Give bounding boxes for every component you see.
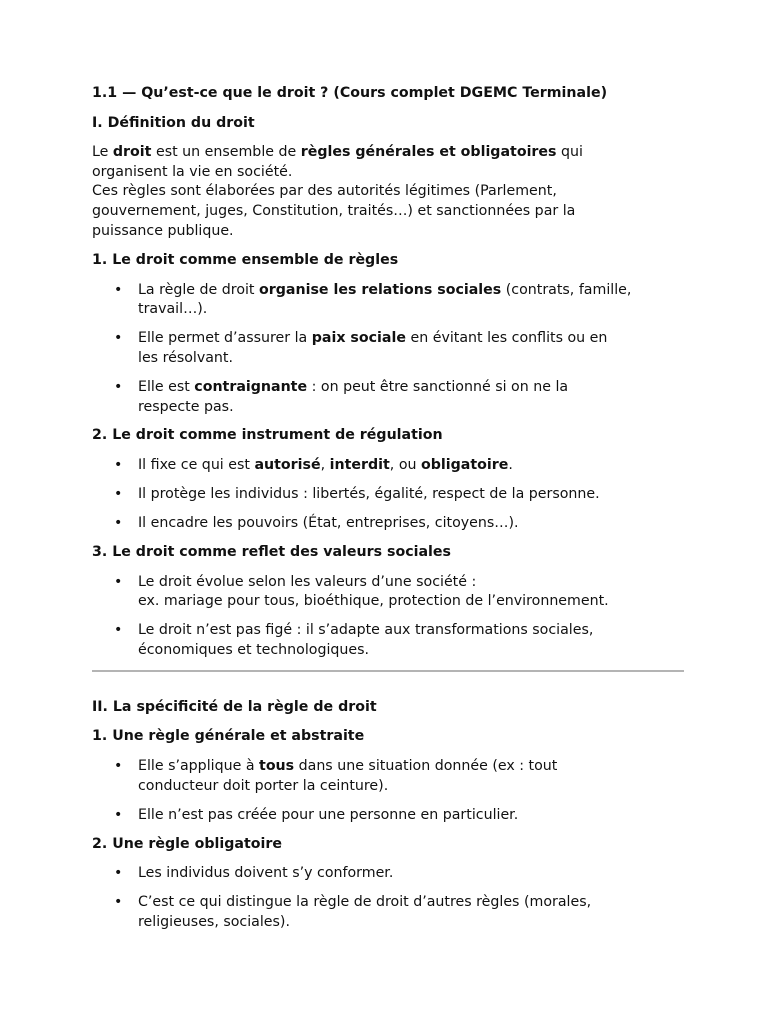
bullet-list-generale-abstraite bbox=[92, 757, 684, 825]
list-item bbox=[92, 378, 684, 417]
text-run: (contrats, famille, bbox=[501, 281, 632, 298]
text-run: dans une situation donnée (ex : tout bbox=[294, 757, 558, 774]
text-run: économiques et technologiques. bbox=[138, 641, 370, 658]
text-run: , bbox=[320, 457, 330, 474]
bullet-icon: • bbox=[114, 457, 123, 474]
list-item bbox=[92, 281, 684, 320]
text-run: Il protège les individus : libertés, égalité, respect de la personne. bbox=[138, 486, 600, 503]
bullet-icon: • bbox=[114, 330, 123, 347]
text-run: est un ensemble de bbox=[151, 144, 301, 161]
bullet-icon: • bbox=[114, 515, 123, 532]
bullet-icon: • bbox=[114, 806, 123, 823]
bold-term: organise les relations sociales bbox=[259, 281, 502, 298]
bold-term: paix sociale bbox=[311, 330, 406, 347]
bullet-list-obligatoire bbox=[92, 864, 684, 932]
section-divider bbox=[92, 670, 684, 672]
text-run: travail…). bbox=[138, 301, 208, 318]
text-run: Le droit n’est pas figé : il s’adapte aux transformations sociales, bbox=[138, 622, 594, 639]
text-run: ex. mariage pour tous, bioéthique, protection de l’environnement. bbox=[138, 593, 609, 610]
subsection-heading-ensemble-regles: 1. Le droit comme ensemble de règles bbox=[92, 252, 399, 269]
list-item bbox=[92, 456, 684, 476]
text-run: Le bbox=[92, 144, 113, 161]
text-run: respecte pas. bbox=[138, 398, 234, 415]
bullet-icon: • bbox=[114, 622, 123, 639]
bold-term: interdit bbox=[329, 457, 390, 474]
subsection-heading-obligatoire: 2. Une règle obligatoire bbox=[92, 835, 282, 852]
intro-line-1 bbox=[92, 143, 684, 163]
text-run: les résolvant. bbox=[138, 349, 233, 366]
bold-term: obligatoire bbox=[421, 457, 509, 474]
subsection-heading-regulation: 2. Le droit comme instrument de régulation bbox=[92, 427, 443, 444]
document-page bbox=[92, 84, 684, 942]
bullet-list-ensemble-regles bbox=[92, 281, 684, 417]
list-item bbox=[92, 806, 684, 826]
list-item bbox=[92, 621, 684, 660]
document-title: 1.1 — Qu’est-ce que le droit ? (Cours complet DGEMC Terminale) bbox=[92, 85, 608, 101]
text-run: Les individus doivent s’y conformer. bbox=[138, 865, 394, 882]
list-item bbox=[92, 485, 684, 505]
list-item bbox=[92, 573, 684, 612]
bullet-icon: • bbox=[114, 486, 123, 503]
bold-term: contraignante bbox=[194, 378, 308, 395]
text-run: Elle s’applique à bbox=[138, 757, 260, 774]
intro-line-2: organisent la vie en société. bbox=[92, 163, 293, 180]
text-run: Elle est bbox=[138, 378, 195, 395]
text-run: Elle permet d’assurer la bbox=[138, 330, 312, 347]
text-run: qui bbox=[556, 144, 583, 161]
bold-term: règles générales et obligatoires bbox=[300, 144, 557, 161]
bullet-icon: • bbox=[114, 894, 123, 911]
intro-paragraph bbox=[92, 143, 684, 241]
intro-line-5: puissance publique. bbox=[92, 222, 234, 239]
bold-term: droit bbox=[112, 144, 152, 161]
bullet-icon: • bbox=[114, 573, 123, 590]
text-run: , ou bbox=[389, 457, 421, 474]
subsection-heading-generale-abstraite: 1. Une règle générale et abstraite bbox=[92, 728, 365, 745]
text-run: La règle de droit bbox=[138, 281, 260, 298]
list-item bbox=[92, 864, 684, 884]
list-item bbox=[92, 893, 684, 932]
subsection-heading-valeurs-sociales: 3. Le droit comme reflet des valeurs sociales bbox=[92, 544, 451, 561]
section-heading-definition: I. Définition du droit bbox=[92, 114, 255, 131]
text-run: Il encadre les pouvoirs (État, entreprises, citoyens…). bbox=[138, 515, 519, 532]
text-run: religieuses, sociales). bbox=[138, 913, 290, 930]
text-run: Le droit évolue selon les valeurs d’une société : bbox=[138, 573, 477, 590]
bold-term: autorisé bbox=[254, 457, 321, 474]
bullet-list-regulation bbox=[92, 456, 684, 534]
bullet-icon: • bbox=[114, 865, 123, 882]
bullet-icon: • bbox=[114, 378, 123, 395]
text-run: Elle n’est pas créée pour une personne en particulier. bbox=[138, 806, 519, 823]
section-heading-specificite: II. La spécificité de la règle de droit bbox=[92, 698, 377, 715]
list-item bbox=[92, 329, 684, 368]
text-run: . bbox=[508, 457, 513, 474]
bullet-icon: • bbox=[114, 757, 123, 774]
intro-line-3: Ces règles sont élaborées par des autorités légitimes (Parlement, bbox=[92, 183, 557, 200]
intro-line-4: gouvernement, juges, Constitution, traités…) et sanctionnées par la bbox=[92, 202, 576, 219]
text-run: conducteur doit porter la ceinture). bbox=[138, 777, 389, 794]
list-item bbox=[92, 514, 684, 534]
bold-term: tous bbox=[259, 757, 295, 774]
bullet-icon: • bbox=[114, 281, 123, 298]
list-item bbox=[92, 757, 684, 796]
text-run: Il fixe ce qui est bbox=[138, 457, 255, 474]
text-run: C’est ce qui distingue la règle de droit d’autres règles (morales, bbox=[138, 894, 592, 911]
bullet-list-valeurs-sociales bbox=[92, 573, 684, 661]
text-run: en évitant les conflits ou en bbox=[405, 330, 608, 347]
text-run: : on peut être sanctionné si on ne la bbox=[307, 378, 569, 395]
